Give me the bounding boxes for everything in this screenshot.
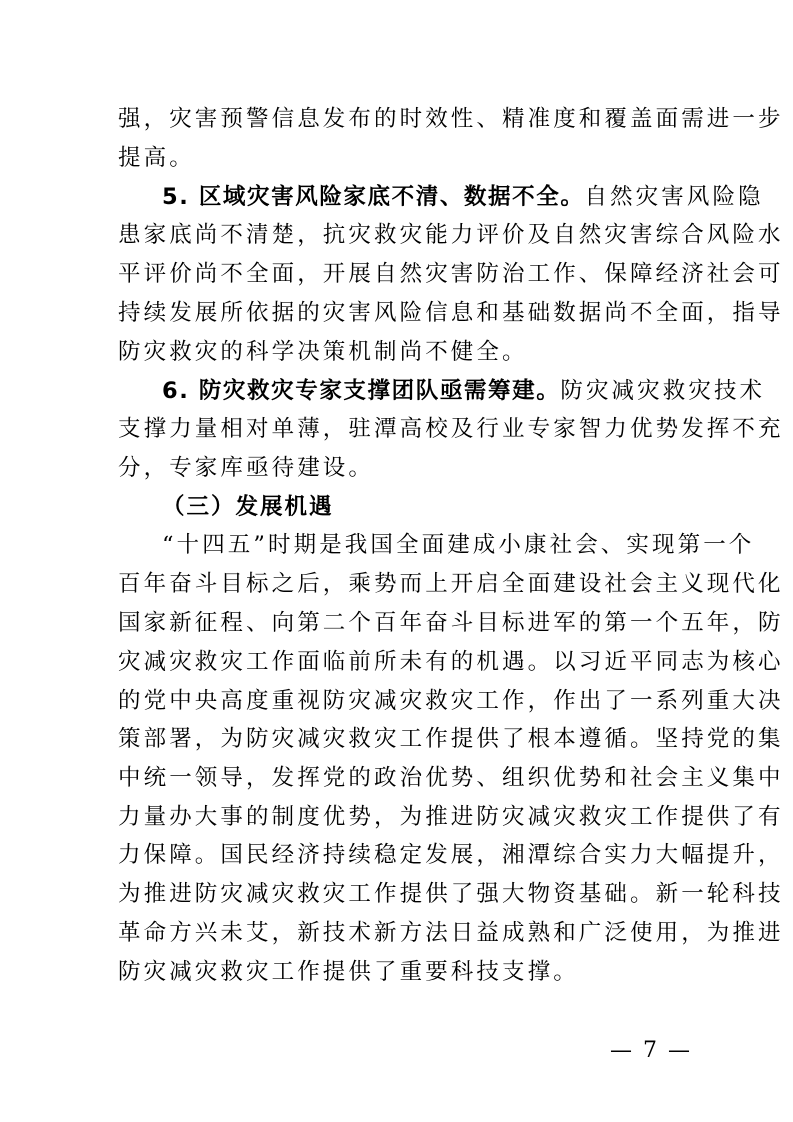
body-text-line: 防灾救灾的科学决策机制尚不健全。 xyxy=(118,339,528,365)
item-text: 防灾减灾救灾技术 xyxy=(560,378,766,404)
body-text-line: 强，灾害预警信息发布的时效性、精准度和覆盖面需进一步 xyxy=(118,106,784,132)
body-text-line: 持续发展所依据的灾害风险信息和基础数据尚不全面，指导 xyxy=(118,300,784,326)
body-text-line: 提高。 xyxy=(118,145,195,171)
body-text-line: 灾减灾救灾工作面临前所未有的机遇。以习近平同志为核心 xyxy=(118,649,784,675)
body-text-line: 力保障。国民经济持续稳定发展，湘潭综合实力大幅提升， xyxy=(118,842,784,868)
section-heading: （三）发展机遇 xyxy=(162,494,334,520)
body-text-line: 国家新征程、向第二个百年奋斗目标进军的第一个五年，防 xyxy=(118,610,784,636)
item-text: 自然灾害风险隐 xyxy=(584,184,764,210)
body-text-line: 平评价尚不全面，开展自然灾害防治工作、保障经济社会可 xyxy=(118,261,784,287)
numbered-item-5 xyxy=(162,182,764,212)
body-text-line: 的党中央高度重视防灾减灾救灾工作，作出了一系列重大决 xyxy=(118,688,784,714)
body-text-line: 中统一领导，发挥党的政治优势、组织优势和社会主义集中 xyxy=(118,765,784,791)
body-text-line: 支撑力量相对单薄，驻潭高校及行业专家智力优势发挥不充 xyxy=(118,416,784,442)
body-text-line: 防灾减灾救灾工作提供了重要科技支撑。 xyxy=(118,959,579,985)
body-text-line: 革命方兴未艾，新技术新方法日益成熟和广泛使用，为推进 xyxy=(118,920,784,946)
body-text-line: 分，专家库亟待建设。 xyxy=(118,455,375,481)
body-text-line: 力量办大事的制度优势，为推进防灾减灾救灾工作提供了有 xyxy=(118,804,784,830)
item-heading: 5. 区域灾害风险家底不清、数据不全。 xyxy=(162,184,585,210)
item-heading: 6. 防灾救灾专家支撑团队亟需筹建。 xyxy=(162,378,561,404)
body-text-line: 策部署，为防灾减灾救灾工作提供了根本遵循。坚持党的集 xyxy=(118,726,784,752)
body-text-line: 为推进防灾减灾救灾工作提供了强大物资基础。新一轮科技 xyxy=(118,881,784,907)
body-text-line: 患家底尚不清楚，抗灾救灾能力评价及自然灾害综合风险水 xyxy=(118,222,784,248)
body-text-line: “十四五”时期是我国全面建成小康社会、实现第一个 xyxy=(162,532,755,558)
body-text-line: 百年奋斗目标之后，乘势而上开启全面建设社会主义现代化 xyxy=(118,571,784,597)
numbered-item-6 xyxy=(162,376,766,406)
page-number: — 7 — xyxy=(610,1038,692,1063)
